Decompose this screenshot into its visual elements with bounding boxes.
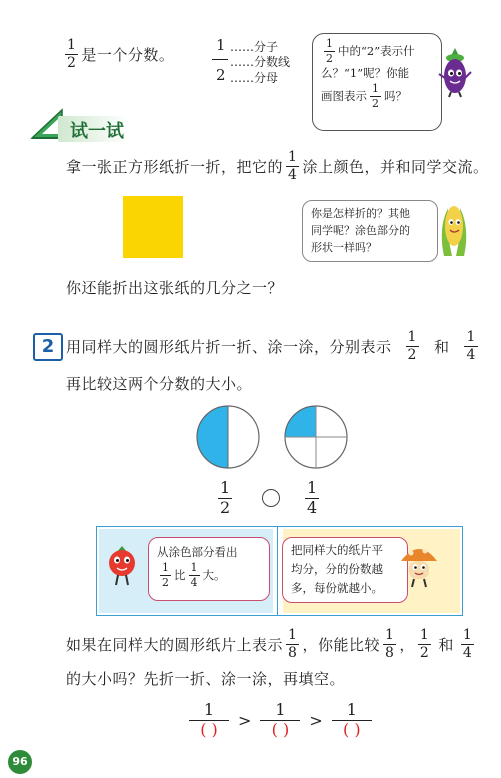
speech-bubble-more-parts: 把同样大的纸片平 均分，分的份数越 多，每份就越小。 (282, 537, 408, 603)
tomato-character-icon (104, 543, 140, 587)
compare-label-right: $\frac{1}{4}$ (307, 478, 318, 517)
speech-bubble-half-meaning: $\frac{1}{2}$ 中的“2”表示什 么？“1”呢？你能 画图表示 $\frac{1}{2}$ 吗？ (312, 33, 442, 131)
blank-fraction-3[interactable]: $\frac{1}{( )}$ (332, 702, 372, 738)
compare-label-left: $\frac{1}{2}$ (220, 478, 231, 517)
fraction-definition (62, 38, 174, 70)
eggplant-character-icon (437, 46, 473, 98)
fraction-one-half: $\frac{1}{2}$ (67, 37, 77, 71)
blank-fraction-1[interactable]: $\frac{1}{( )}$ (189, 702, 229, 738)
blank-fraction-2[interactable]: $\frac{1}{( )}$ (260, 702, 300, 738)
diagram-bar-label: ……分数线 (230, 55, 291, 69)
try-question: 你还能折出这张纸的几分之一？ (66, 279, 284, 297)
greater-than-sign-2: > (309, 710, 323, 730)
circle-half-shaded (195, 404, 261, 470)
speech-bubble-shaded-compare: 从涂色部分看出 $\frac{1}{2}$ 比 $\frac{1}{4}$ 大。 (148, 537, 270, 601)
page-number-badge: 96 (8, 750, 32, 774)
yellow-square-paper (123, 196, 183, 258)
diagram-numerator: 1 (216, 36, 226, 54)
circle-quarter-shaded (283, 404, 349, 470)
diagram-denominator-label: ……分母 (230, 71, 279, 85)
try-instruction: 拿一张正方形纸折一折，把它的 $\frac{1}{4}$ 涂上颜色，并和同学交流。 (66, 149, 489, 183)
diagram-denominator: 2 (216, 66, 226, 84)
problem-number-badge: 2 (33, 333, 63, 361)
diagram-numerator-label: ……分子 (230, 40, 279, 54)
problem3-line2: 的大小吗？先折一折、涂一涂，再填空。 (66, 670, 346, 688)
try-section-heading: 试一试 (70, 121, 124, 142)
compare-blank-circle[interactable] (262, 489, 280, 507)
fraction-parts-diagram (212, 36, 302, 84)
problem2-line1: 用同样大的圆形纸片折一折、涂一涂，分别表示 $\frac{1}{2}$ 和 $\frac{1}{4}$ (66, 329, 476, 363)
corn-character-icon (434, 198, 474, 258)
greater-than-sign-1: > (238, 710, 252, 730)
diagram-bar (212, 59, 228, 60)
fill-in-comparison (186, 702, 375, 738)
speech-bubble-folding: 你是怎样折的？其他 同学呢？涂色部分的 形状一样吗？ (302, 200, 438, 262)
mushroom-character-icon (397, 541, 441, 589)
definition-text: 是一个分数。 (81, 45, 175, 64)
problem3-line1: 如果在同样大的圆形纸片上表示 $\frac{1}{8}$ ，你能比较 $\frac{1}{8}$ ， $\frac{1}{2}$ 和 $\frac{1}{4}$ (66, 627, 473, 661)
problem2-line2: 再比较这两个分数的大小。 (66, 375, 253, 393)
